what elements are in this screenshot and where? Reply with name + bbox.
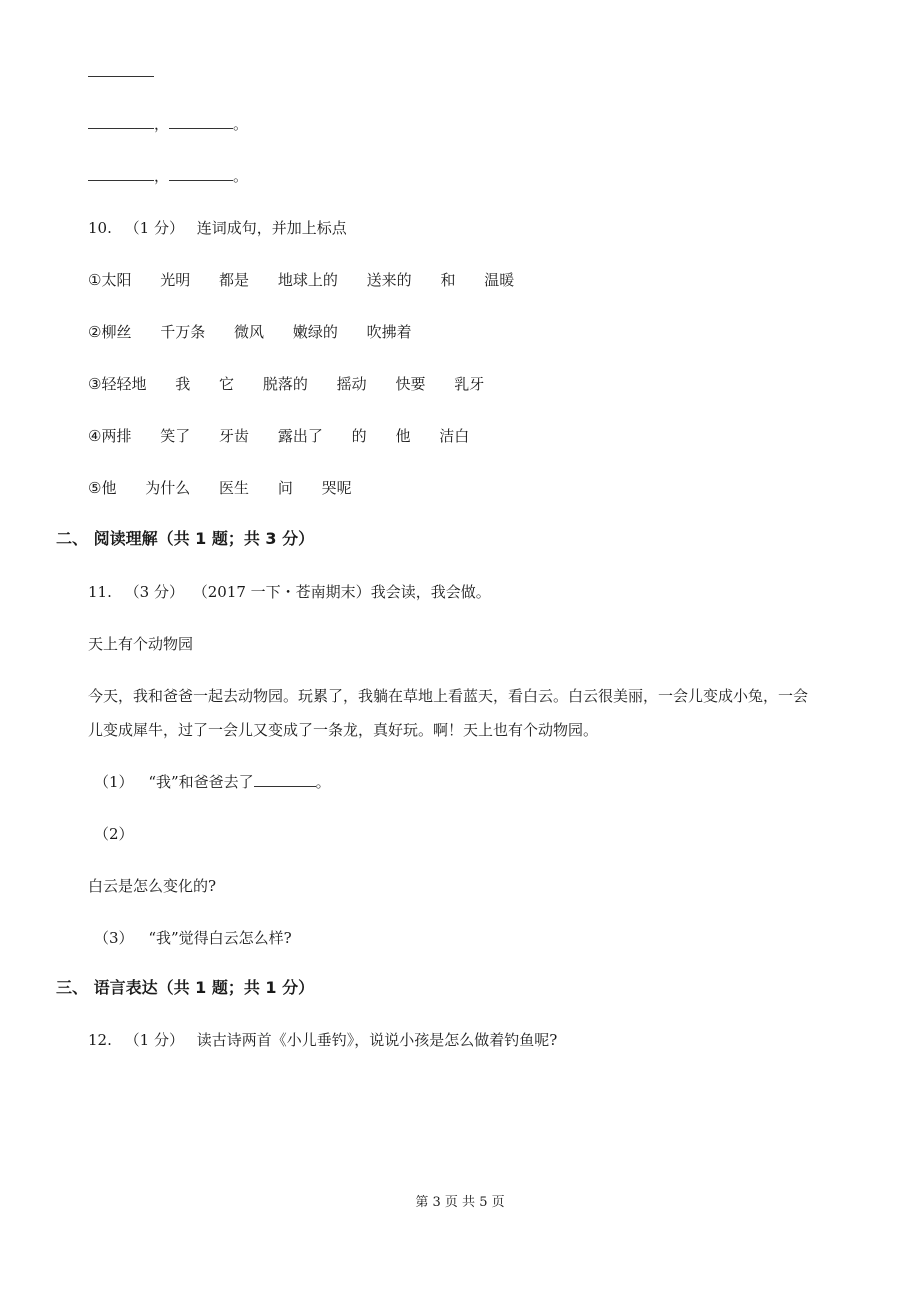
word: 笑了 [160,427,191,445]
period: 。 [233,167,249,185]
question-number: 11. [88,583,112,601]
sub-question-2 [94,824,134,844]
question-prompt: 读古诗两首《小儿垂钓》，说说小孩是怎么做着钓鱼呢? [196,1031,558,1049]
passage-title: 天上有个动物园 [88,635,194,653]
word: 洁白 [439,427,470,445]
word: 快要 [395,375,426,393]
passage-line-1: 今天，我和爸爸一起去动物园。玩累了，我躺在草地上看蓝天，看白云。白云很美丽，一会儿变成小兔，一会 [88,687,809,705]
word: 他 [101,479,117,497]
word: 嫩绿的 [292,323,338,341]
word: 柳丝 [101,323,132,341]
word: 千万条 [160,323,206,341]
word-row-5 [88,478,352,498]
word: 牙齿 [219,427,250,445]
answer-blank[interactable] [169,114,233,129]
question-number: 12. [88,1031,112,1049]
period: 。 [315,773,331,791]
word: 医生 [219,479,250,497]
word: 地球上的 [277,271,338,289]
word-row-3 [88,374,484,394]
word-row-1 [88,270,514,290]
answer-blank-row [88,62,154,82]
section-title-reading: 二、 阅读理解（共 1 题；共 3 分） [56,529,315,548]
word: 微风 [234,323,265,341]
word: 乳牙 [454,375,485,393]
sub-question-2-text: 白云是怎么变化的? [88,877,217,895]
answer-blank[interactable] [254,772,316,787]
row-label: ⑤ [88,479,102,497]
row-label: ② [88,323,102,341]
row-label: ③ [88,375,102,393]
question-10-header [88,218,347,238]
word: 露出了 [277,427,323,445]
sub-question-1 [94,772,331,792]
question-score: （1 分） [124,219,184,237]
sub-question-label: （3） [94,929,134,947]
question-score: （3 分） [124,583,184,601]
answer-blank[interactable] [88,166,154,181]
word: 摇动 [336,375,367,393]
answer-blank[interactable] [88,114,154,129]
word: 都是 [219,271,250,289]
question-score: （1 分） [124,1031,184,1049]
sub-question-text: “我”觉得白云怎么样? [148,929,292,947]
question-11-header [88,582,491,602]
word-row-2 [88,322,412,342]
answer-blank[interactable] [88,62,154,77]
sub-question-label: （1） [94,773,134,791]
period: 。 [233,115,249,133]
answer-blank-row [88,166,248,186]
word: 我 [175,375,191,393]
word: 的 [351,427,367,445]
passage-line-2: 儿变成犀牛，过了一会儿又变成了一条龙，真好玩。啊！天上也有个动物园。 [88,721,599,739]
word: 送来的 [366,271,412,289]
answer-blank-row [88,114,248,134]
word: 和 [440,271,456,289]
section-title-expression: 三、 语言表达（共 1 题；共 1 分） [56,978,315,997]
word: 吹拂着 [366,323,412,341]
sub-question-label: （2） [94,825,134,843]
answer-blank[interactable] [169,166,233,181]
word: 温暖 [484,271,515,289]
comma: ， [154,115,170,133]
question-number: 10. [88,219,112,237]
word: 光明 [160,271,191,289]
row-label: ① [88,271,102,289]
question-source: （2017 一下・苍南期末） [192,583,371,601]
word: 轻轻地 [101,375,147,393]
word: 为什么 [145,479,191,497]
sub-question-3 [94,928,292,948]
question-12-header [88,1030,557,1050]
comma: ， [154,167,170,185]
row-label: ④ [88,427,102,445]
word: 问 [277,479,293,497]
word: 哭呢 [321,479,352,497]
page-number: 第 3 页 共 5 页 [415,1195,505,1210]
sub-question-text: “我”和爸爸去了 [148,773,254,791]
question-prompt: 连词成句，并加上标点 [196,219,347,237]
word-row-4 [88,426,469,446]
word: 他 [395,427,411,445]
word: 两排 [101,427,132,445]
question-prompt: 我会读，我会做。 [370,583,491,601]
word: 脱落的 [262,375,308,393]
word: 太阳 [101,271,132,289]
word: 它 [219,375,235,393]
